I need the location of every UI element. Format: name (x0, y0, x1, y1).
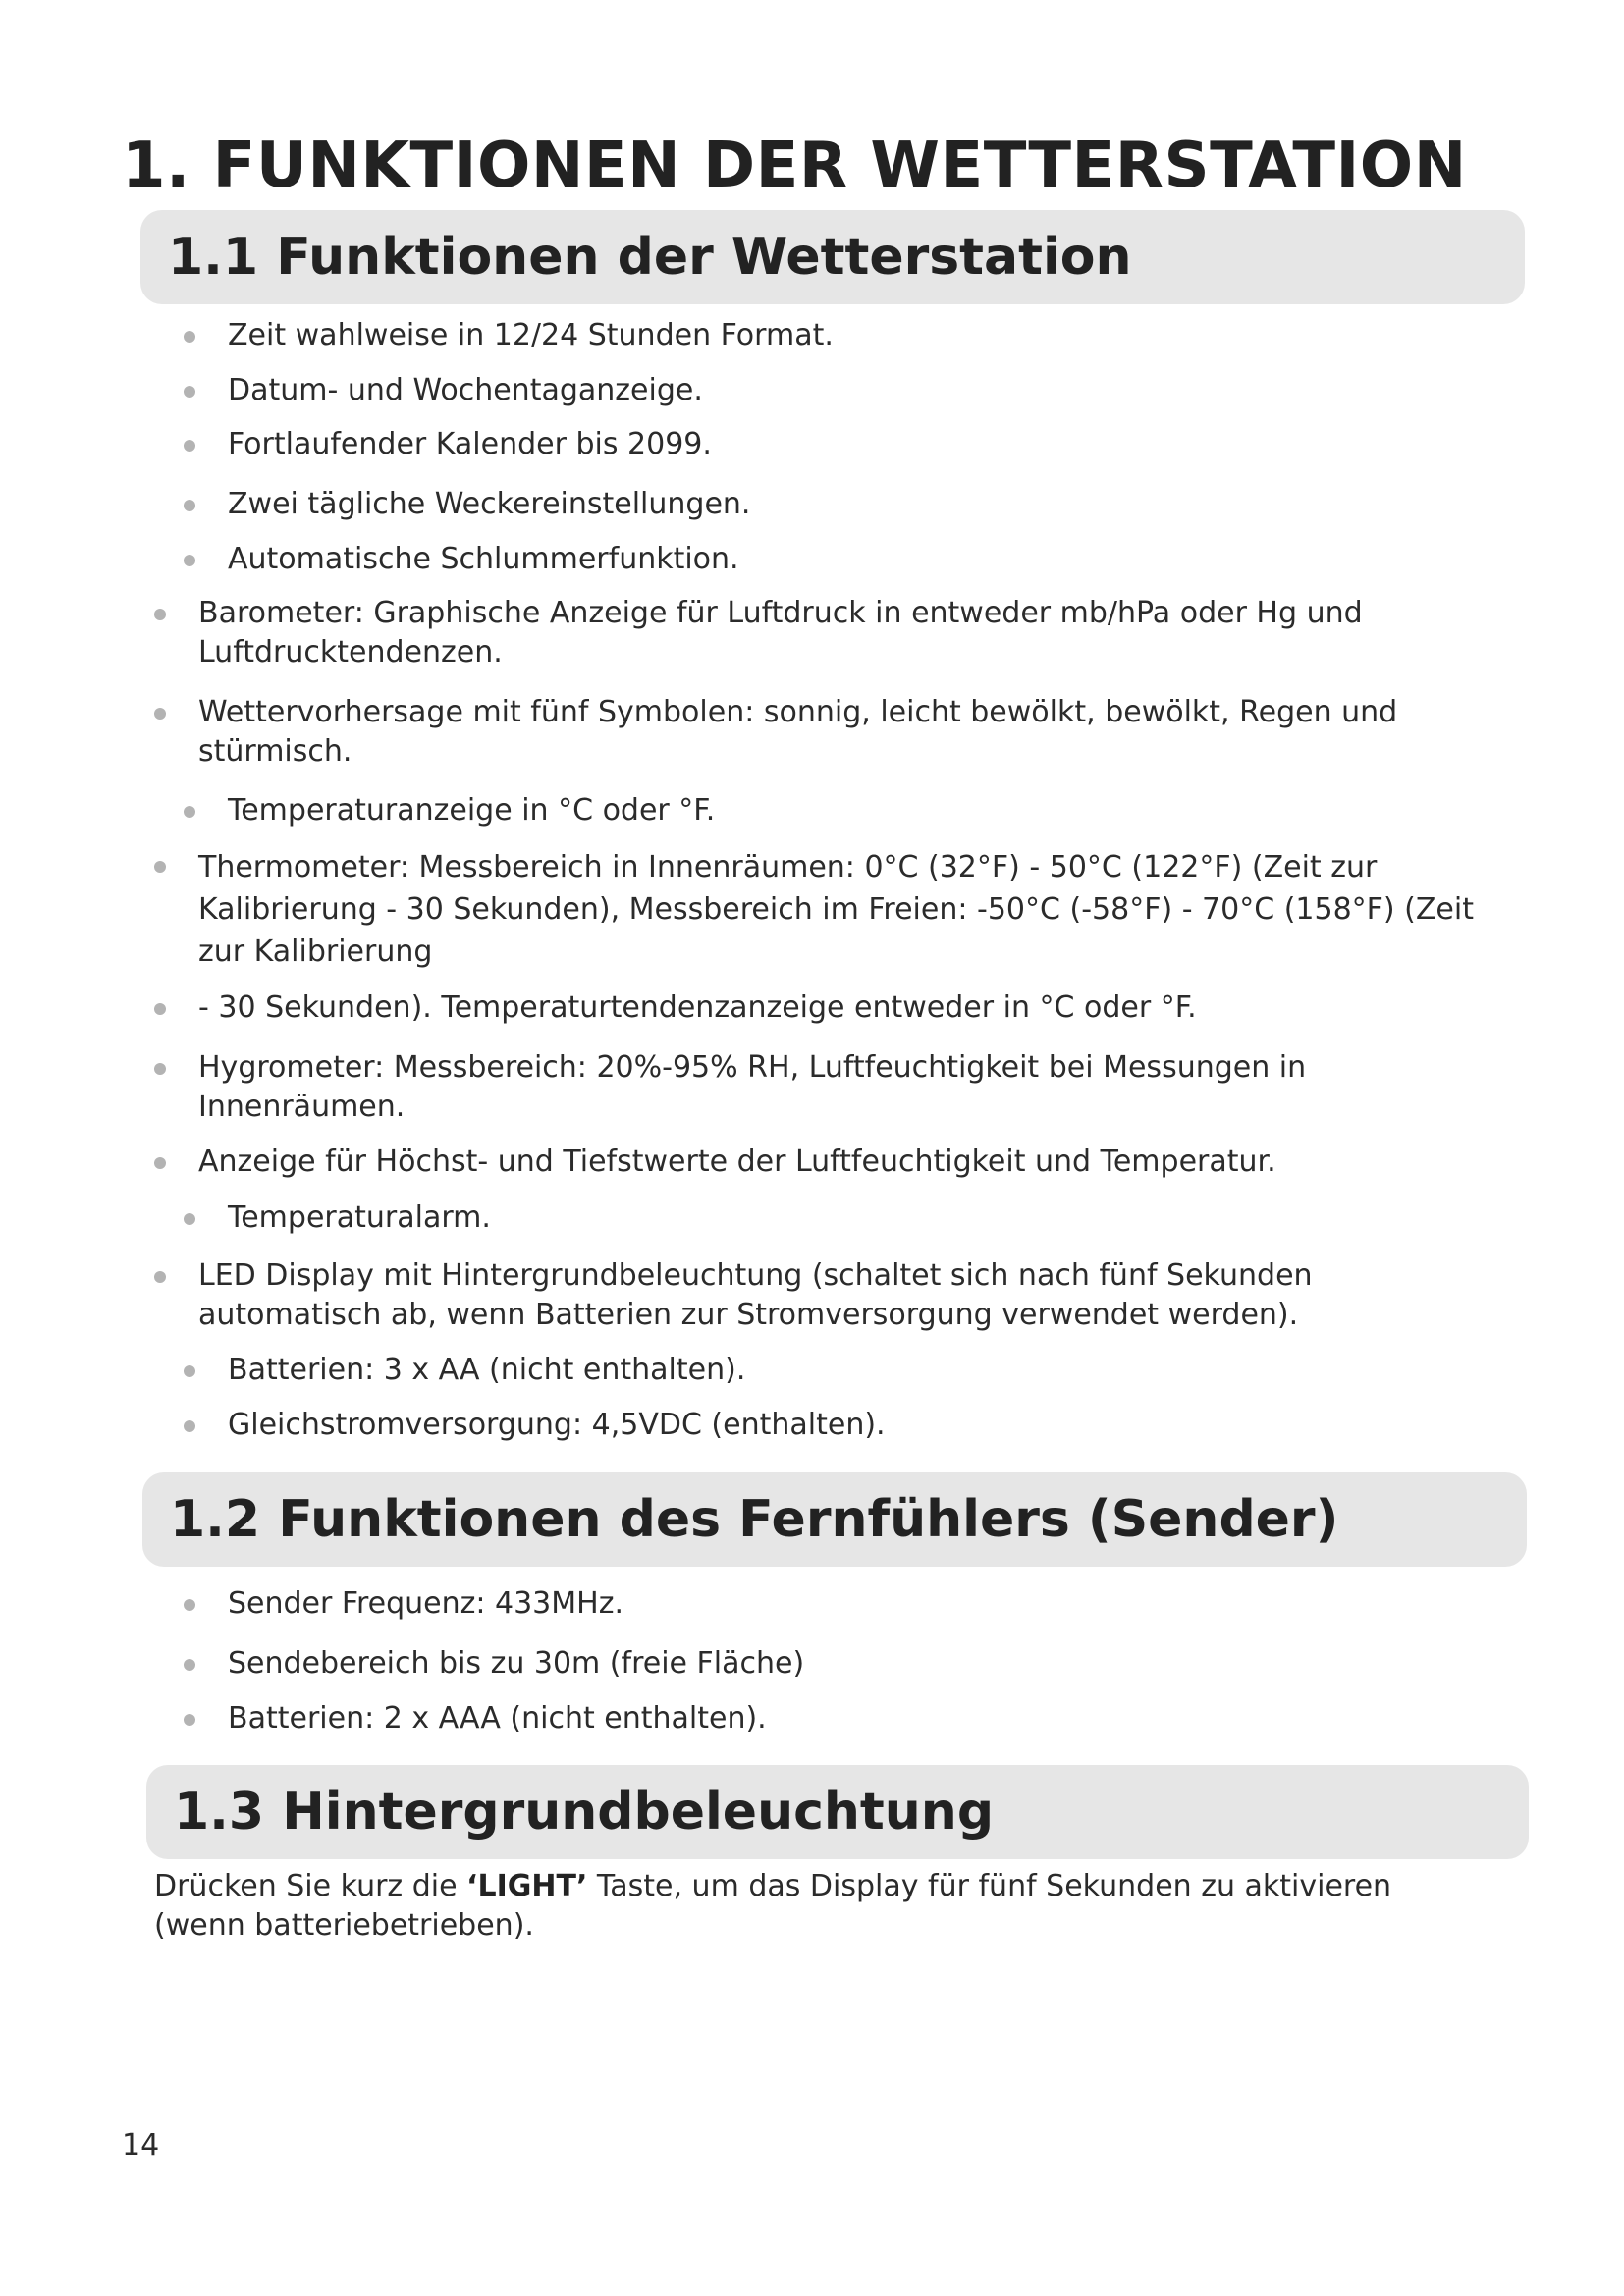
list-item: Zeit wahlweise in 12/24 Stunden Format. (228, 316, 1504, 355)
bullet-icon (184, 1599, 195, 1611)
bullet-icon (154, 861, 166, 873)
list-item: Automatische Schlummerfunktion. (228, 540, 1504, 579)
list-item: Batterien: 3 x AA (nicht enthalten). (228, 1351, 1504, 1390)
bullet-icon (184, 555, 195, 566)
page-title: 1. FUNKTIONEN DER WETTERSTATION (122, 130, 1467, 202)
bullet-icon (184, 1714, 195, 1726)
backlight-paragraph: Drücken Sie kurz die ‘LIGHT’ Taste, um das Display für fünf Sekunden zu aktivieren (wenn batteriebetrieben). (154, 1869, 1392, 1943)
bullet-icon (154, 1157, 166, 1169)
bullet-icon (184, 1365, 195, 1377)
bullet-icon (184, 806, 195, 818)
section-heading: 1.2 Funktionen des Fernfühlers (Sender) (170, 1490, 1339, 1549)
section-heading: 1.3 Hintergrundbeleuchtung (174, 1783, 995, 1842)
list-item: Thermometer: Messbereich in Innenräumen: 0°C (32°F) - 50°C (122°F) (Zeit zur Kalibrierung - 30 Sekunden), Messbereich im Freien: -50°C (-58°F) - 70°C (158°F) (Zeit zur Kalibrierung (198, 846, 1494, 973)
list-item: Datum- und Wochentaganzeige. (228, 371, 1504, 410)
bullet-icon (184, 1659, 195, 1671)
list-item: Wettervorhersage mit fünf Symbolen: sonnig, leicht bewölkt, bewölkt, Regen und stürmisch. (198, 693, 1494, 772)
bullet-icon (184, 500, 195, 511)
list-item: Batterien: 2 x AAA (nicht enthalten). (228, 1699, 1504, 1738)
list-item: LED Display mit Hintergrundbeleuchtung (schaltet sich nach fünf Sekunden automatisch ab, wenn Batterien zur Stromversorgung verwendet werden). (198, 1256, 1494, 1335)
list-item: Fortlaufender Kalender bis 2099. (228, 425, 1504, 464)
list-item: Anzeige für Höchst- und Tiefstwerte der Luftfeuchtigkeit und Temperatur. (198, 1143, 1494, 1182)
bullet-icon (184, 331, 195, 343)
list-item: Barometer: Graphische Anzeige für Luftdruck in entweder mb/hPa oder Hg und Luftdrucktendenzen. (198, 594, 1494, 672)
section-header-1-1 (140, 210, 1525, 304)
section-heading: 1.1 Funktionen der Wetterstation (168, 228, 1132, 287)
list-item: Hygrometer: Messbereich: 20%-95% RH, Luftfeuchtigkeit bei Messungen in Innenräumen. (198, 1048, 1494, 1127)
list-item: Zwei tägliche Weckereinstellungen. (228, 485, 1504, 524)
bullet-icon (154, 609, 166, 620)
list-item: Sender Frequenz: 433MHz. (228, 1584, 1504, 1624)
list-item: Sendebereich bis zu 30m (freie Fläche) (228, 1644, 1504, 1683)
section-header-1-2 (142, 1472, 1527, 1567)
list-item: - 30 Sekunden). Temperaturtendenzanzeige entweder in °C oder °F. (198, 988, 1494, 1028)
list-item: Temperaturanzeige in °C oder °F. (228, 791, 1504, 830)
bullet-icon (154, 1003, 166, 1015)
page-number: 14 (122, 2128, 160, 2163)
bullet-icon (184, 1213, 195, 1225)
bullet-icon (184, 1420, 195, 1432)
bullet-icon (184, 386, 195, 398)
bullet-icon (154, 708, 166, 720)
section-header-1-3 (146, 1765, 1529, 1859)
list-item: Temperaturalarm. (228, 1199, 1504, 1238)
bullet-icon (154, 1063, 166, 1075)
light-key-label: ‘LIGHT’ (466, 1869, 588, 1903)
list-item: Gleichstromversorgung: 4,5VDC (enthalten). (228, 1406, 1504, 1445)
bullet-icon (184, 440, 195, 452)
bullet-icon (154, 1271, 166, 1283)
